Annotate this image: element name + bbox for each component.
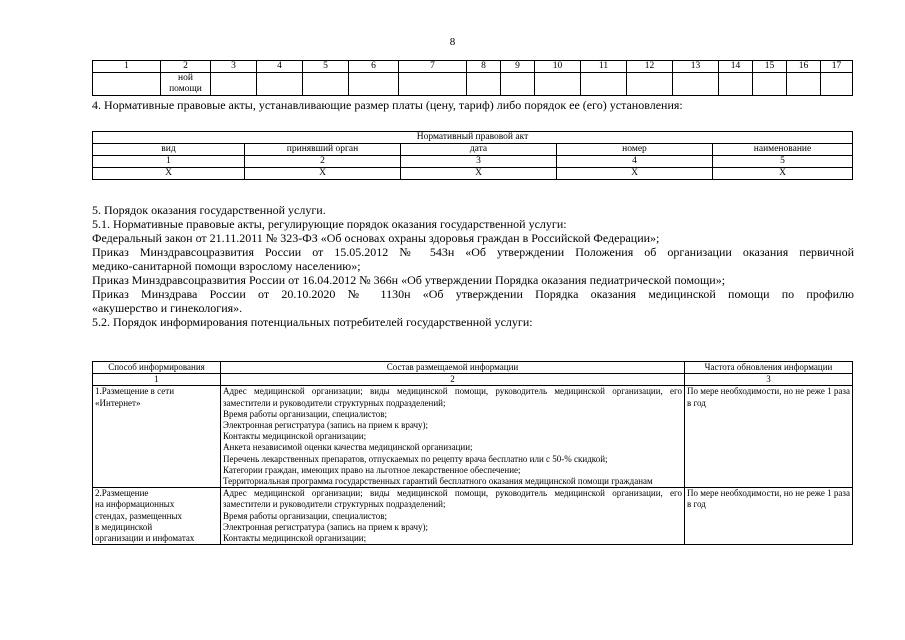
information-table: [92, 361, 853, 545]
info-header-cell: Частота обновления информации: [685, 362, 853, 374]
npa-number-cell: 4: [557, 156, 713, 168]
column-number: 12: [627, 61, 673, 73]
column-number: 9: [501, 61, 535, 73]
npa-number-cell: 2: [245, 156, 401, 168]
info-number-cell: 3: [685, 374, 853, 386]
npa-header-cell: принявший орган: [245, 144, 401, 156]
column-number: 5: [303, 61, 349, 73]
info-content-cell: [221, 386, 685, 488]
info-item: Категории граждан, имеющих право на льготное лекарственное обеспечение;: [223, 464, 521, 475]
info-frequency-cell: По мере необходимости, но не реже 1 раза в год: [685, 386, 853, 488]
info-item: Время работы организации, специалистов;: [223, 510, 387, 521]
column-number: 14: [719, 61, 753, 73]
info-content-cell: [221, 488, 685, 545]
info-method-cell: 1.Размещение в сети «Интернет»: [93, 386, 221, 488]
column-number: 7: [399, 61, 467, 73]
table-row: [93, 73, 853, 96]
column-number: 3: [211, 61, 257, 73]
section-5-2-heading: 5.2. Порядок информирования потенциальных потребителей государственной услуги:: [92, 315, 533, 329]
npa-table: [92, 131, 853, 180]
law-item-continuation: «акушерство и гинекология».: [92, 301, 243, 315]
info-number-cell: 1: [93, 374, 221, 386]
npa-number-row: [93, 156, 853, 168]
page-number: 8: [449, 36, 456, 48]
column-number: 15: [753, 61, 787, 73]
law-item: Приказ Минздравсоцразвития России от 15.05.2012 № 543н «Об утверждении Положения об организации оказания первичной: [92, 245, 854, 259]
column-number: 13: [673, 61, 719, 73]
npa-number-cell: 1: [93, 156, 245, 168]
table-cell: ной помощи: [161, 73, 211, 96]
column-number: 6: [349, 61, 399, 73]
column-number: 2: [161, 61, 211, 73]
info-item: Контакты медицинской организации;: [223, 533, 367, 544]
info-frequency-cell: По мере необходимости, но не реже 1 раза в год: [685, 488, 853, 545]
info-item: Адрес медицинской организации; виды медицинской помощи, руководитель медицинской организации, его заместители и руководители структурных подразделений;: [223, 488, 682, 510]
column-number: 17: [821, 61, 853, 73]
column-number-row: [93, 61, 853, 73]
npa-value-cell: X: [93, 168, 245, 180]
info-item: Территориальная программа государственных гарантий бесплатного оказания медицинской помощи гражданам: [223, 476, 653, 487]
law-item: Приказ Минздрава России от 20.10.2020 № 1130н «Об утверждении Порядка оказания медицинской помощи по профилю: [92, 287, 854, 301]
column-number: 11: [581, 61, 627, 73]
info-item: Электронная регистратура (запись на прием к врачу);: [223, 521, 429, 532]
column-number: 4: [257, 61, 303, 73]
npa-header-cell: вид: [93, 144, 245, 156]
info-header-cell: Способ информирования: [93, 362, 221, 374]
npa-value-cell: X: [713, 168, 853, 180]
section-5-text: [92, 203, 854, 329]
info-header-cell: Состав размещаемой информации: [221, 362, 685, 374]
law-item: Приказ Минздравсоцразвития России от 16.04.2012 № 366н «Об утверждении Порядка оказания педиатрической помощи»;: [92, 273, 726, 287]
table-row: [93, 386, 853, 488]
table-row: [93, 488, 853, 545]
continuation-table: [92, 60, 853, 96]
info-item: Контакты медицинской организации;: [223, 431, 367, 442]
law-item-continuation: медико-санитарной помощи взрослому населению»;: [92, 259, 361, 273]
info-number-row: [93, 374, 853, 386]
info-number-cell: 2: [221, 374, 685, 386]
section-5-1-heading: 5.1. Нормативные правовые акты, регулирующие порядок оказания государственной услуги:: [92, 217, 567, 231]
npa-number-cell: 5: [713, 156, 853, 168]
info-item: Перечень лекарственных препаратов, отпускаемых по рецепту врача бесплатно или с 50-% скидкой;: [223, 453, 608, 464]
section-4-heading: 4. Нормативные правовые акты, устанавливающие размер платы (цену, тариф) либо порядок ее (его) установления:: [92, 98, 683, 112]
info-header-row: [93, 362, 853, 374]
npa-value-cell: X: [401, 168, 557, 180]
npa-number-cell: 3: [401, 156, 557, 168]
npa-header-cell: дата: [401, 144, 557, 156]
column-number: 8: [467, 61, 501, 73]
info-item: Анкета независимой оценки качества медицинской организации;: [223, 442, 473, 453]
column-number: 16: [787, 61, 821, 73]
npa-value-cell: X: [557, 168, 713, 180]
info-item: Время работы организации, специалистов;: [223, 408, 387, 419]
info-method-cell: 2.Размещение на информационных стендах, размещенных в медицинской организации и инфоматах: [93, 488, 221, 545]
section-5-heading: 5. Порядок оказания государственной услуги.: [92, 203, 326, 217]
npa-header-cell: наименование: [713, 144, 853, 156]
npa-value-cell: X: [245, 168, 401, 180]
npa-header-cell: номер: [557, 144, 713, 156]
npa-value-row: [93, 168, 853, 180]
column-number: 10: [535, 61, 581, 73]
column-number: 1: [93, 61, 161, 73]
npa-group-header: Нормативный правовой акт: [93, 132, 853, 144]
law-item: Федеральный закон от 21.11.2011 № 323-ФЗ «Об основах охраны здоровья граждан в Российской Федерации»;: [92, 231, 660, 245]
npa-header-row: [93, 144, 853, 156]
info-item: Электронная регистратура (запись на прием к врачу);: [223, 420, 429, 431]
info-item: Адрес медицинской организации; виды медицинской помощи, руководитель медицинской организации, его заместители и руководители структурных подразделений;: [223, 386, 682, 408]
